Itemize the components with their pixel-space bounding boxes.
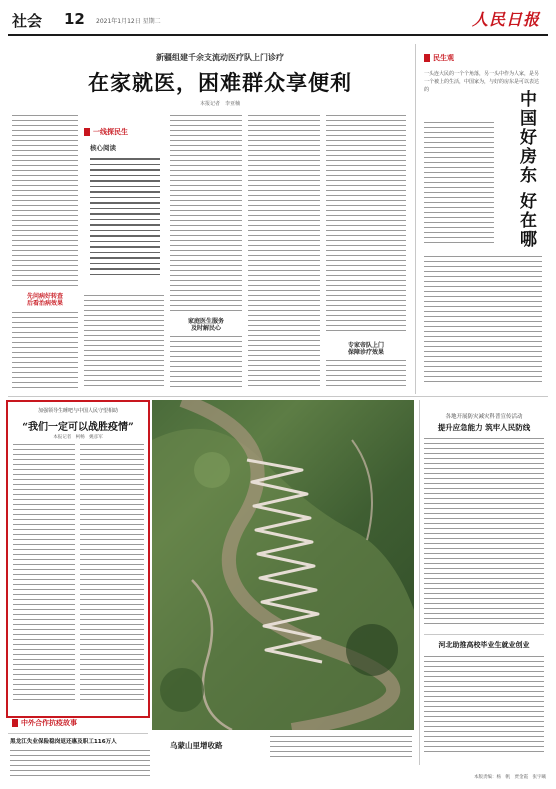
column-pull-quote: 一头连大民的一个个角落，另一头中作为人家，是另一个被上的生活，中国家为，与好的房东是可以表达的 bbox=[424, 71, 540, 93]
lead-kicker: 新疆组建千余支流动医疗队上门诊疗 bbox=[156, 53, 284, 62]
right-story-2-body bbox=[424, 656, 544, 760]
right-story-2-title: 河北助推高校毕业生就业创业 bbox=[438, 641, 530, 649]
photo-caption-text bbox=[270, 736, 412, 758]
landscape-photo bbox=[152, 400, 414, 730]
masthead-date: 2021年1月12日 星期二 bbox=[96, 18, 161, 25]
feature-body-col2 bbox=[80, 444, 144, 708]
feature-tag-label: 中外合作抗疫故事 bbox=[21, 718, 77, 727]
lead-headline: 在家就医，困难群众享便利 bbox=[88, 71, 352, 95]
column-divider bbox=[419, 400, 420, 765]
lead-subhead-3: 专家帝队上门 保障诊疗效果 bbox=[347, 342, 384, 356]
column-tag bbox=[424, 52, 454, 63]
lead-subhead-1: 先问病好转查 后看治病效果 bbox=[26, 293, 63, 307]
column-vertical-title-b: 好在哪 bbox=[516, 192, 536, 249]
masthead bbox=[8, 6, 548, 32]
lead-body-col5 bbox=[326, 115, 406, 337]
bottom-left-story-body bbox=[10, 750, 150, 782]
feature-byline: 本报记者 柯畅 姚彦军 bbox=[53, 435, 103, 440]
lead-subhead-2: 家庭医生服务 及时解民心 bbox=[187, 318, 224, 332]
feature-kicker: 加强领导生睡吧与中国人民守望相助 bbox=[37, 408, 118, 414]
column-vertical-title-a: 中国好房东 bbox=[516, 90, 536, 185]
lead-body-col3 bbox=[170, 115, 242, 315]
section-rule bbox=[424, 634, 544, 635]
lead-sidebar-tag bbox=[84, 126, 128, 137]
footer-editors: 本版责编：杨 帆 贾金霞 张宇曦 bbox=[474, 775, 546, 780]
section-rule bbox=[8, 396, 548, 397]
switchback-road-graphic bbox=[152, 400, 414, 730]
lead-sidebar-title: 核心阅读 bbox=[90, 144, 116, 152]
photo-caption-title: 乌蒙山里增收路 bbox=[170, 741, 223, 750]
column-tag-label: 民生观 bbox=[433, 53, 454, 62]
masthead-page-number: 12 bbox=[64, 10, 85, 28]
lead-body-col4 bbox=[248, 115, 320, 391]
lead-body-col2 bbox=[84, 295, 164, 391]
section-rule bbox=[8, 733, 148, 734]
lead-body-col1-lower bbox=[12, 312, 78, 392]
tag-marker bbox=[12, 719, 18, 727]
feature-tag bbox=[12, 717, 77, 728]
column-vertical-title bbox=[500, 90, 542, 250]
lead-body-col1 bbox=[12, 115, 78, 290]
right-story-1-title: 提升应急能力 筑牢人民防线 bbox=[437, 423, 531, 432]
column-body-upper bbox=[424, 122, 494, 250]
masthead-paper-logo: 人民日报 bbox=[471, 10, 540, 29]
feature-story-box bbox=[6, 400, 150, 718]
tag-marker bbox=[84, 128, 90, 136]
column-body-lower bbox=[424, 256, 542, 390]
lead-body-col3-lower bbox=[170, 336, 242, 392]
column-divider bbox=[415, 44, 416, 394]
lead-sidebar-body bbox=[90, 158, 160, 286]
right-story-1-kicker: 各地开展防灾减灾科普宣传活动 bbox=[445, 414, 523, 420]
right-story-1-body bbox=[424, 438, 544, 628]
masthead-section-name: 社会 bbox=[12, 12, 43, 30]
feature-body-col1 bbox=[13, 444, 75, 708]
tag-marker bbox=[424, 54, 430, 62]
masthead-rule bbox=[8, 34, 548, 36]
lead-byline: 本报记者 李亚楠 bbox=[199, 101, 240, 107]
bottom-left-story-title: 黑龙江失业保险稳岗返还惠及职工116万人 bbox=[10, 739, 117, 745]
lead-sidebar-tag-label: 一线探民生 bbox=[93, 127, 128, 136]
feature-title: “我们一定可以战胜疫情” bbox=[22, 422, 134, 433]
lead-body-col5-lower bbox=[326, 360, 406, 392]
